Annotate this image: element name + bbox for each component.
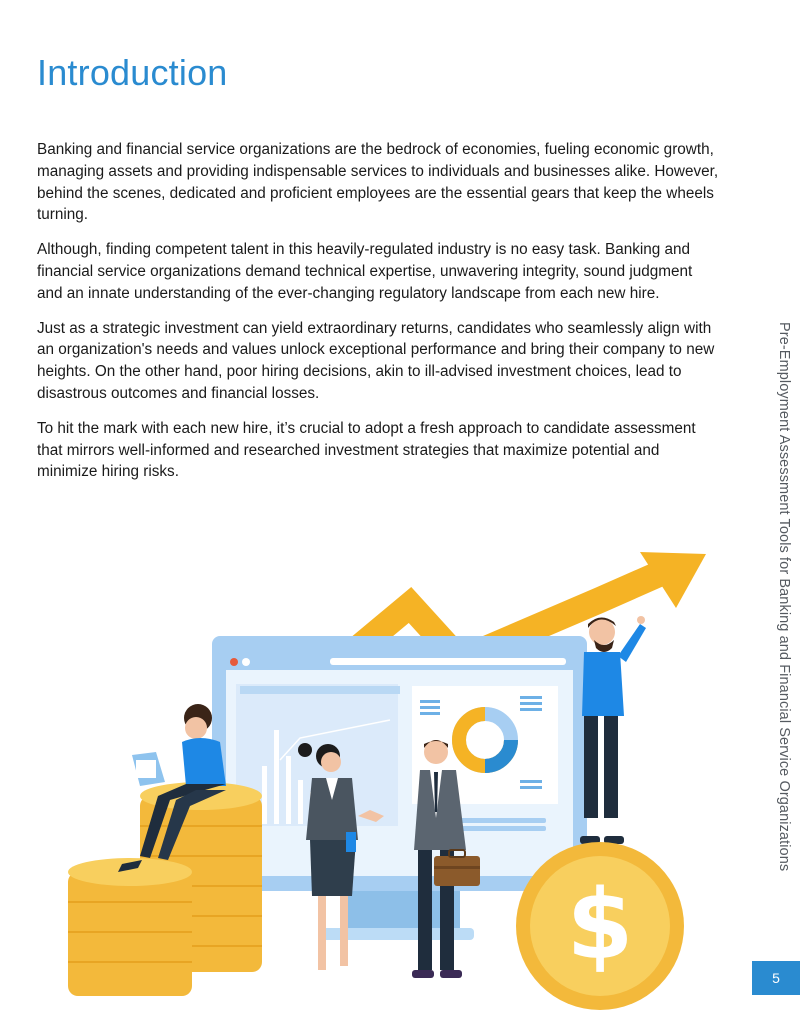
man-pointing-figure [580, 616, 646, 844]
dollar-coin-icon [516, 842, 684, 1010]
dollar-symbol: $ [566, 869, 634, 981]
paragraph: Just as a strategic investment can yield extraordinary returns, candidates who seamlessly align with an organization's needs and values unlock exceptional performance and bring their company to new heights. On the other hand, poor hiring decisions, akin to ill-advised investment choices, lead to disastrous outcomes and financial losses. [37, 319, 715, 402]
coin-stack-icon [68, 858, 192, 996]
paragraph: To hit the mark with each new hire, it’s crucial to adopt a fresh approach to candidate assessment that mirrors well-informed and researched investment strategies that maximize potential and minimize hiring risks. [37, 419, 696, 481]
page-number: 5 [752, 961, 800, 995]
side-running-title: Pre-Employment Assessment Tools for Banking and Financial Service Organizations [776, 322, 792, 872]
paragraph: Although, finding competent talent in this heavily-regulated industry is no easy task. Banking and financial service organizations demand technical expertise, unwavering integrity, sound judgment and an innate understanding of the ever-changing regulatory landscape from each new hire. [37, 241, 693, 302]
page-title: Introduction [37, 52, 228, 93]
paragraph: Banking and financial service organizations are the bedrock of economies, fueling economic growth, managing assets and providing indispensable services to individuals and businesses alike. However, behind the scenes, dedicated and proficient employees are the essential gears that keep the wheels turning. [37, 141, 719, 224]
